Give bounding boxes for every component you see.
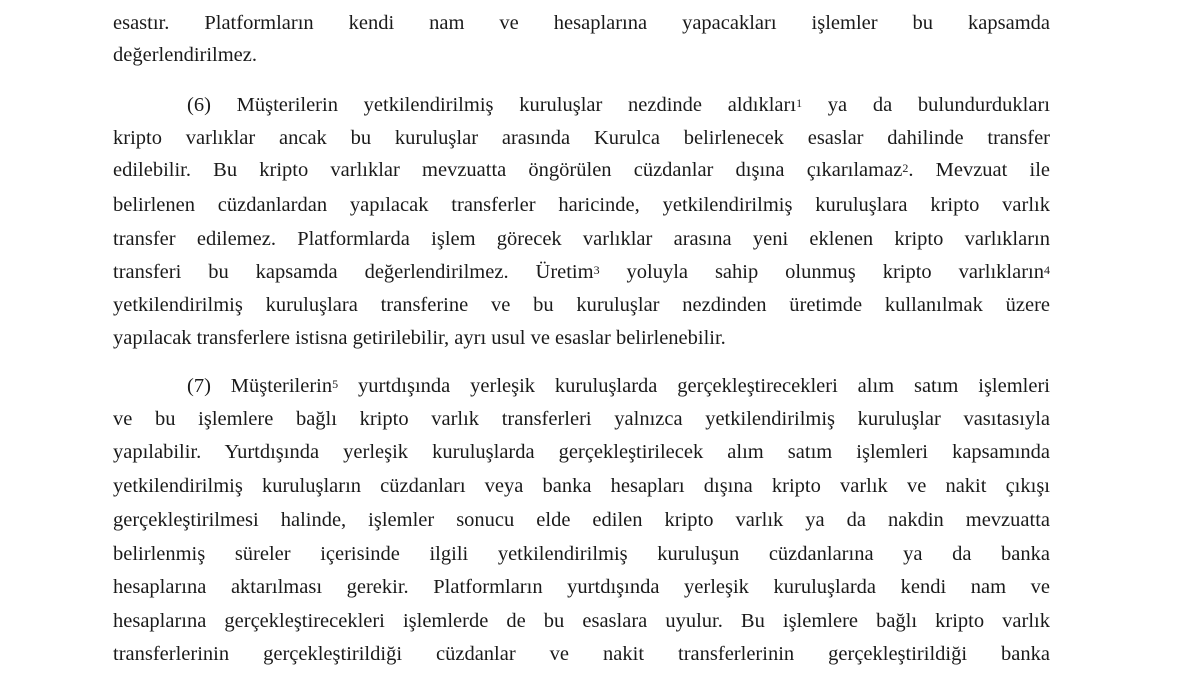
paragraph-6-line-6 bbox=[113, 257, 1050, 287]
paragraph-7-text: (7) Müşterilerin bbox=[187, 375, 333, 397]
paragraph-6-line-1 bbox=[187, 90, 1050, 120]
paragraph-6-text: edilebilir. Bu kripto varlıklar mevzuatta öngörülen cüzdanlar dışına çıkarılamaz bbox=[113, 159, 903, 181]
paragraph-7-line-1 bbox=[187, 371, 1050, 401]
paragraph-7-line-4: yetkilendirilmiş kuruluşların cüzdanları veya banka hesapları dışına kripto varlık ve nakit çıkışı bbox=[113, 475, 1050, 497]
paragraph-7-line-9: transferlerinin gerçekleştirildiği cüzdanlar ve nakit transferlerinin gerçekleştirildiği banka bbox=[113, 643, 1050, 665]
paragraph-6-line-7: yetkilendirilmiş kuruluşlara transferine ve bu kuruluşlar nezdinden üretimde kullanılmak üzere bbox=[113, 294, 1050, 316]
paragraph-6-line-3 bbox=[113, 155, 1050, 185]
paragraph-7-line-6: belirlenmiş süreler içerisinde ilgili yetkilendirilmiş kuruluşun cüzdanlarına ya da banka bbox=[113, 543, 1050, 565]
paragraph-6-text: ya da bulundurdukları bbox=[802, 94, 1050, 116]
paragraph-6-line-8: yapılacak transferlere istisna getirilebilir, ayrı usul ve esaslar belirlenebilir. bbox=[113, 327, 726, 349]
paragraph-6-line-2: kripto varlıklar ancak bu kuruluşlar arasında Kurulca belirlenecek esaslar dahilinde transfer bbox=[113, 127, 1050, 149]
paragraph-7-line-5: gerçekleştirilmesi halinde, işlemler sonucu elde edilen kripto varlık ya da nakdin mevzuatta bbox=[113, 509, 1050, 531]
paragraph-5-line-1: esastır. Platformların kendi nam ve hesaplarına yapacakları işlemler bu kapsamda bbox=[113, 12, 1050, 34]
paragraph-7-line-2: ve bu işlemlere bağlı kripto varlık transferleri yalnızca yetkilendirilmiş kuruluşlar vasıtasıyla bbox=[113, 408, 1050, 430]
paragraph-6-text: (6) Müşterilerin yetkilendirilmiş kuruluşlar nezdinde aldıkları bbox=[187, 94, 797, 116]
paragraph-5-line-2: değerlendirilmez. bbox=[113, 44, 258, 66]
footnote-ref-2: 2 bbox=[902, 161, 909, 175]
footnote-ref-4: 4 bbox=[1044, 263, 1050, 277]
paragraph-7-text: yurtdışında yerleşik kuruluşlarda gerçekleştirecekleri alım satım işlemleri bbox=[338, 375, 1050, 397]
paragraph-7-line-3: yapılabilir. Yurtdışında yerleşik kuruluşlarda gerçekleştirilecek alım satım işlemleri kapsamında bbox=[113, 441, 1050, 463]
paragraph-7-line-8: hesaplarına gerçekleştirecekleri işlemlerde de bu esaslara uyulur. Bu işlemlere bağlı kripto varlık bbox=[113, 610, 1050, 632]
paragraph-6-text: . Mevzuat ile bbox=[908, 159, 1050, 181]
footnote-ref-1: 1 bbox=[796, 96, 803, 110]
footnote-ref-3: 3 bbox=[593, 263, 600, 277]
paragraph-7-line-7: hesaplarına aktarılması gerekir. Platformların yurtdışında yerleşik kuruluşlarda kendi nam ve bbox=[113, 576, 1050, 598]
paragraph-6-text: transferi bu kapsamda değerlendirilmez. Üretim bbox=[113, 261, 594, 283]
paragraph-6-line-5: transfer edilemez. Platformlarda işlem görecek varlıklar arasına yeni eklenen kripto varlıkların bbox=[113, 228, 1050, 250]
paragraph-6-text: yoluyla sahip olunmuş kripto varlıkların bbox=[599, 261, 1044, 283]
paragraph-6-line-4: belirlenen cüzdanlardan yapılacak transferler haricinde, yetkilendirilmiş kuruluşlara kripto varlık bbox=[113, 194, 1050, 216]
footnote-ref-5: 5 bbox=[332, 377, 339, 391]
